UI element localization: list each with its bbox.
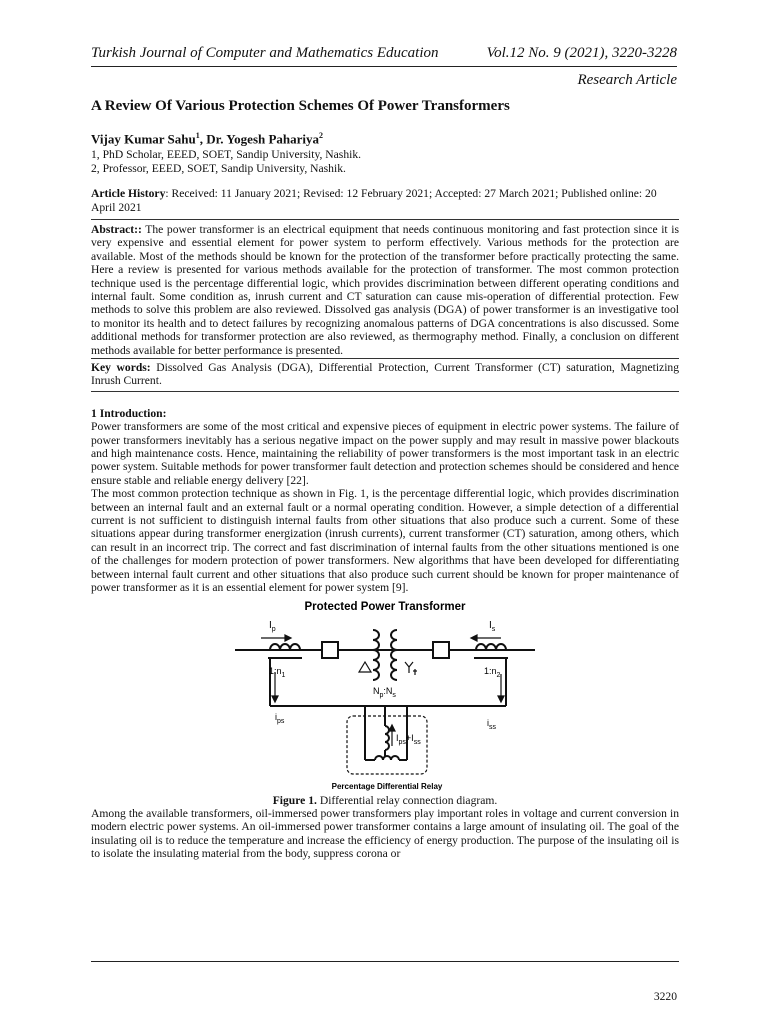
journal-name: Turkish Journal of Computer and Mathematics Education (91, 45, 439, 61)
affiliation-1: 1, PhD Scholar, EEED, SOET, Sandip University, Nashik. (91, 148, 362, 162)
caption-label: Figure 1. (272, 793, 317, 807)
article-type: Research Article (577, 72, 677, 88)
label-ip: $I_p$ (269, 619, 276, 633)
intro-paragraph-1: Power transformers are some of the most critical and expensive pieces of equipment in electric power systems. The failure of power transformers inevitably has a serious negative impact on the power supply and may result in massive power blackouts and high maintenance costs. Hence, maintaining the reliability of power transformers is the most important task in an electric power system. Suitable methods for power transformer fault detection and protection schemes should be considered and hence ensure stable and reliable energy delivery [22]. (91, 420, 679, 487)
label-iss: $i_{ss}$ (487, 717, 496, 731)
keywords-rule (91, 391, 679, 392)
author-list (91, 128, 679, 147)
figure-caption (91, 794, 679, 807)
keywords-label: Key words: (91, 361, 151, 375)
caption-text: Differential relay connection diagram. (316, 793, 498, 807)
relay-label: Percentage Differential Relay (331, 781, 443, 791)
label-ips: $i_{ps}$ (275, 711, 285, 725)
section-heading-introduction: 1 Introduction: (91, 406, 167, 420)
running-header (91, 45, 677, 62)
abstract (91, 219, 679, 358)
author-2: Dr. Yogesh Pahariya (206, 131, 320, 147)
header-rule (91, 66, 677, 67)
footer-rule (91, 961, 679, 962)
author-1-sup: 1 (195, 131, 200, 140)
figure-1 (235, 598, 535, 794)
paper-title: A Review Of Various Protection Schemes Of Power Transformers (91, 98, 510, 114)
keywords (91, 358, 679, 391)
volume-info: Vol.12 No. 9 (2021), 3220-3228 (486, 45, 677, 61)
differential-relay-diagram (235, 598, 535, 794)
keywords-text: Dissolved Gas Analysis (DGA), Differential Protection, Current Transformer (CT) saturation, Magnetizing Inrush Current. (91, 361, 680, 388)
label-sum-current: $I_{ps}+I_{ss}$ (396, 732, 421, 746)
label-ratio-1: $1:n_1$ (269, 665, 286, 679)
figure-title: Protected Power Transformer (304, 600, 466, 613)
page-number: 3220 (653, 990, 677, 1003)
label-is: $I_s$ (489, 619, 496, 633)
abstract-text: The power transformer is an electrical equipment that needs continuous monitoring and fast protection since it is very expensive and essential element for power system to perform effectively. Various methods for the protection are available. Most of the methods should be known for the protection of the transformer before practically protecting the same. Here a review is presented for various methods available for the protection of transformer. The most common protection technique used is the percentage differential logic, which provides discrimination between different operating conditions and internal fault. Some condition as, inrush current and CT saturation can cause mis-operation of differential protection. Few methods to solve this problem are also reviewed. Dissolved gas analysis (DGA) of power transformer is an investigative tool to monitor its health and to detect failures by recognizing anomalous patterns of DGA concentrations is also discussed. Some additional methods for transformer protection are also reviewed, as thermography method. Finally, a conclusion on different methods available for better performance is presented. (91, 222, 679, 357)
article-history (91, 187, 679, 214)
abstract-label: Abstract:: (91, 222, 142, 236)
author-1: Vijay Kumar Sahu (91, 131, 196, 147)
history-text: : Received: 11 January 2021; Revised: 12 February 2021; Accepted: 27 March 2021; Published online: 20 April 2021 (91, 187, 657, 214)
delta-winding-icon (359, 662, 371, 672)
label-turns-ratio: $N_p:N_s$ (373, 685, 396, 699)
author-2-sup: 2 (319, 131, 324, 140)
history-label: Article History (91, 187, 166, 201)
intro-paragraph-2: The most common protection technique as shown in Fig. 1, is the percentage differential logic, which provides discrimination between an internal fault and an external fault or a normal operating condition. However, a simple detection of a differential current is not sufficient to distinguish internal faults from other situations that also produce such a current. Some of these situations appear during transformer energization (inrush currents), current transformer (CT) saturation, among others, which can result in an incorrect trip. The correct and fast discrimination of internal faults from the other situations mentioned is one of the challenges for modern protection of power transformers. New algorithms that have been developed for differentiating between internal fault current and other situations that also produce such current should be known for proper maintenance of power transformer as it is an essential element for power system [9]. (91, 487, 679, 595)
affiliation-2: 2, Professor, EEED, SOET, Sandip University, Nashik. (91, 161, 346, 175)
label-ratio-2: $1:n_2$ (484, 665, 501, 679)
paper-content (91, 97, 679, 861)
wye-winding-icon (405, 662, 417, 675)
author-separator: , (199, 131, 207, 147)
intro-paragraph-3: Among the available transformers, oil-immersed power transformers play important roles in voltage and current conversion in modern electric power systems. An oil-immersed power transformer contains a large amount of insulating oil. The goal of the insulating oil is to reduce the temperature and increase the efficiency of energy production. The purpose of the insulating oil is to isolate the insulating material from the body, suppress corona or (91, 806, 679, 861)
